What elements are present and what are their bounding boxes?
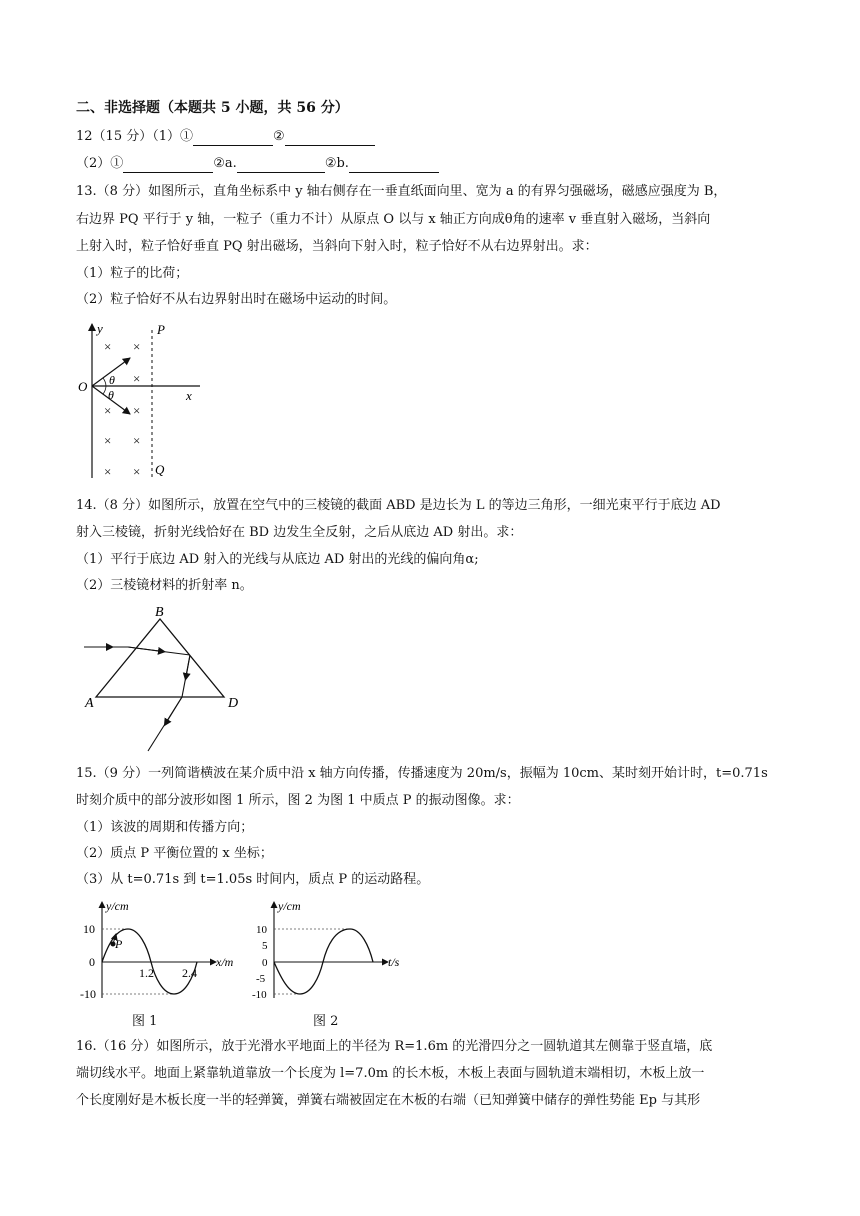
q15-sub-3: （3）从 t=0.71s 到 t=1.05s 时间内，质点 P 的运动路程。: [76, 872, 430, 887]
q14-text-1: 14.（8 分）如图所示，放置在空气中的三棱镜的截面 ABD 是边长为 L 的等边三角形，一细光束平行于底边 AD: [76, 498, 721, 513]
tick-y-0: 0: [89, 955, 95, 969]
tick-x-2.4: 2.4: [182, 966, 197, 980]
label-y: y/cm: [106, 899, 129, 913]
tick-y-0: 0: [262, 957, 268, 969]
q15-text-1: 15.（9 分）一列简谐横波在某介质中沿 x 轴方向传播，传播速度为 20m/s，振幅为 10cm、某时刻开始计时，t=0.71s: [76, 766, 768, 781]
label-y: y/cm: [278, 899, 301, 913]
q13-figure: [76, 318, 216, 483]
tick-y-10: 10: [83, 922, 95, 936]
tick-y-10: 10: [256, 924, 267, 936]
q15-figure-1: [80, 898, 250, 1008]
prism-triangle: [96, 619, 224, 697]
q14-sub-2: （2）三棱镜材料的折射率 n。: [76, 578, 253, 593]
q15-text-2: 时刻介质中的部分波形如图 1 所示，图 2 为图 1 中质点 P 的振动图像。求：: [76, 793, 520, 808]
label-P: P: [157, 322, 165, 337]
q13-sub-2: （2）粒子恰好不从右边界射出时在磁场中运动的时间。: [76, 292, 397, 307]
field-cross: ×: [133, 403, 141, 418]
q13-text-2: 右边界 PQ 平行于 y 轴，一粒子（重力不计）从原点 O 以与 x 轴正方向成θ角的速率 v 垂直射入磁场，当斜向: [76, 212, 711, 227]
tick-y-5: 5: [262, 940, 268, 952]
q12-blank-2-2[interactable]: [237, 158, 325, 173]
section-title: 二、非选择题（本题共 5 小题，共 56 分）: [76, 100, 349, 116]
angle-arc-down: [103, 386, 106, 394]
field-cross: ×: [104, 339, 112, 354]
label-x: x: [186, 388, 192, 403]
label-x: x/m: [216, 955, 234, 969]
q13-sub-1: （1）粒子的比荷；: [76, 266, 189, 281]
tick-y-neg10: -10: [252, 989, 267, 1001]
label-t: t/s: [388, 955, 400, 969]
label-P: P: [115, 937, 123, 951]
q15-sub-1: （1）该波的周期和传播方向；: [76, 820, 254, 835]
field-cross: ×: [104, 464, 112, 479]
label-theta-up: θ: [109, 373, 115, 387]
label-theta-down: θ: [108, 388, 114, 402]
field-cross: ×: [133, 433, 141, 448]
q15-sub-2: （2）质点 P 平衡位置的 x 坐标；: [76, 846, 273, 861]
label-O: O: [78, 379, 88, 394]
q13-text-3: 上射入时，粒子恰好垂直 PQ 射出磁场，当斜向下射入时，粒子恰好不从右边界射出。求：: [76, 239, 598, 254]
field-cross: ×: [133, 464, 141, 479]
q13-text-1: 13.（8 分）如图所示，直角坐标系中 y 轴右侧存在一垂直纸面向里、宽为 a 的有界匀强磁场，磁感应强度为 B，: [76, 184, 727, 199]
field-cross: ×: [133, 339, 141, 354]
q12-blank-1-2[interactable]: [285, 131, 375, 146]
q12-line2: （2）① ②a. ②b.: [76, 155, 439, 173]
label-Q: Q: [155, 462, 165, 477]
q14-prism-figure: [82, 603, 252, 753]
angle-arc-up: [103, 378, 106, 386]
q15-figure-2: [254, 898, 414, 1008]
label-B: B: [155, 605, 164, 620]
q14-text-2: 射入三棱镜，折射光线恰好在 BD 边发生全反射，之后从底边 AD 射出。求：: [76, 525, 523, 540]
fig1-caption: 图 1: [132, 1014, 158, 1029]
label-A: A: [85, 696, 94, 711]
q12-blank-2-1[interactable]: [123, 158, 213, 173]
field-cross: ×: [104, 403, 112, 418]
q14-sub-1: （1）平行于底边 AD 射入的光线与从底边 AD 射出的光线的偏向角α;: [76, 552, 479, 567]
tick-y-neg5: -5: [256, 973, 266, 985]
q12-line1: 12（15 分）（1）① ②: [76, 128, 375, 146]
tick-y-neg10: -10: [80, 987, 96, 1001]
q12-blank-1-1[interactable]: [193, 131, 273, 146]
fig2-caption: 图 2: [313, 1014, 339, 1029]
label-D: D: [228, 696, 239, 711]
q16-text-1: 16.（16 分）如图所示，放于光滑水平地面上的半径为 R=1.6m 的光滑四分之一圆轨道其左侧靠于竖直墙，底: [76, 1039, 713, 1054]
field-cross: ×: [133, 371, 141, 386]
tick-x-1.2: 1.2: [139, 966, 154, 980]
label-y: y: [97, 321, 103, 336]
field-cross: ×: [104, 433, 112, 448]
q16-text-2: 端切线水平。地面上紧靠轨道靠放一个长度为 l=7.0m 的长木板，木板上表面与圆轨道末端相切，木板上放一: [76, 1066, 705, 1081]
q16-text-3: 个长度刚好是木板长度一半的轻弹簧，弹簧右端被固定在木板的右端（已知弹簧中储存的弹性势能 Ep 与其形: [76, 1093, 701, 1108]
q12-blank-2-3[interactable]: [349, 158, 439, 173]
